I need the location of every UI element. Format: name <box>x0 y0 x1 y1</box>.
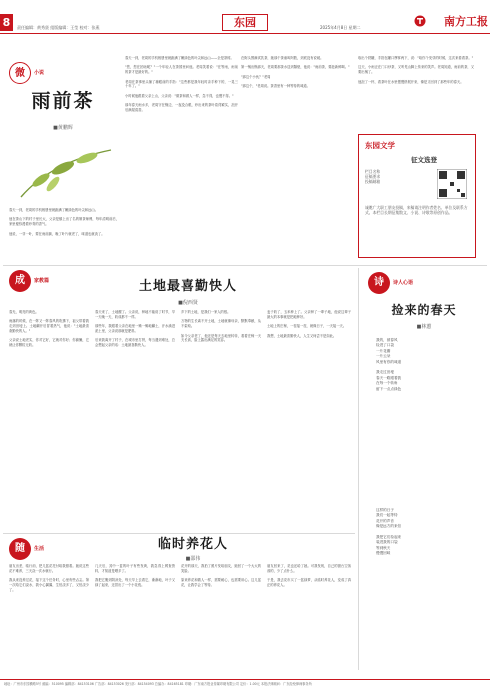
article-body-col3: 乡下的土地，是我们一家人的根。 万物的生长离不开土地，土地就像母亲，默默奉献，从不索取。 如今父亲老了，他还是每天去地里转转，看着庄稼一天天长高，脸上露出满足的笑容。 <box>181 310 261 343</box>
page-header <box>0 0 490 34</box>
column-divider <box>358 268 359 670</box>
article-body-col4: 麦子收了，玉米种上了。父亲种了一辈子地，他说这辈子最大的本事就是把地种好。 土地上的庄稼，一茬接一茬，就像日子，一天接一天。 我想，土地最喜勤快人，人生又何尝不是如此。 <box>267 310 351 338</box>
notice-item-list <box>365 169 425 184</box>
notice-item: 投稿邮箱 <box>365 179 381 184</box>
article-author: ■黄鹏辉 <box>53 125 73 131</box>
section-marker: 诗 <box>368 272 390 294</box>
section-label: 家教篇 <box>34 278 50 284</box>
section-title: 东园 <box>222 14 268 31</box>
article-picked-spring <box>362 268 487 668</box>
article-land-diligence <box>3 268 355 530</box>
article-body-col2: 几天后，其中一盆的叶子有些发黄，我急得上网查资料，才知道是晒多了。 我把它搬到阴凉处，每天早上去看它，渐渐地，叶子又绿了起来，还冒出了一个小花苞。 <box>95 564 175 587</box>
notice-item: 栏目名称 <box>365 169 381 174</box>
section-divider <box>3 533 355 534</box>
section-marker: 微 <box>9 62 31 84</box>
notice-item: 征稿要求 <box>365 174 381 179</box>
notice-title: 东园文学 <box>365 141 395 150</box>
section-marker: 随 <box>9 538 31 560</box>
section-label: 诗人心语 <box>393 280 414 286</box>
article-title: 临时养花人 <box>157 537 228 552</box>
editor-credits: 责任编辑：黄秀贤 组版编辑：王莹 校对：张燕 <box>17 25 100 30</box>
article-body-col3: 花开的那天，我拍了照片发给朋友，她回了一个大大的笑脸。 原来养花和做人一样，需要耐心，也需要用心。这几盆花，让我学会了等待。 <box>181 564 261 587</box>
article-body-col2: 春天一到，老周的手机相册里就跑满了嫩绿色的叶尖和远山——全是茶树。 "您，您在拍啥呢？"一个年轻人在茶园里问他。老周笑着说："在等雨，雨前的茶才是最好的。" 老周在茶事里头撞了撞眼前的手指："这些都是我年轻时亲手种下的，一晃三十年了。" 小时候他跟着父亲上山，父亲说："做茶和做人一样，急不得，也慢不得。" 那年春天雨水多，老周守在锅边，一夜没合眼，炒出来的茶叶卷得紧实，泡开后满屋清香。 <box>125 56 238 112</box>
page-number: 8 <box>0 14 13 31</box>
article-body-col4: 朋友回来了，花也还给了她。可我发现，自己的窗台空荡荡的，少了点什么。 于是，我去花市买了一盆绿萝，从临时养花人，变成了真正的养花人。 <box>267 564 351 587</box>
issue-date: 2025年4月8日 星期二 <box>320 25 361 30</box>
article-author: ■邵伟 <box>185 556 201 562</box>
article-title: 土地最喜勤快人 <box>138 279 237 294</box>
notice-subtitle: 征文选登 <box>411 156 437 164</box>
article-body-col4: 取出个铁罐，手指在罐口摩挲两下，说："给你个发芽的时候，这次来看看茶。" 这天，小雨正在门口炒茶，又听见山脚上传来的笑声。老周知道，雨前的茶，又要出锅了。 他泡了一杯，看茶叶在水里慢慢舒展开来，像是又回到了那些年的春天。 <box>358 56 474 84</box>
article-body-col1: 春天一到，老周的手机相册里就跑满了嫩绿色的叶尖和远山。 他在茶山下的村子里长大，父亲是镇上出了名的制茶师傅，每年清明前后，家里便弥漫着炒青的香气。 他说，一芽一叶，要在雨前摘，晚了叶片就老了，味道也就淡了。 <box>9 208 119 236</box>
article-body-col1: 春光，明亮的黄色。 雨落的时候，在一阵又一阵春风的吹拂下，祖父带着我走到田埂上。土地翻开后冒着热气，他说："土地最喜欢勤快的人。" 父亲说土地老实，你对它好，它就对你好；你偷懒，它就让你颗粒无收。 <box>9 310 89 347</box>
article-title: 捡来的春天 <box>391 303 457 317</box>
tea-leaf-illustration <box>11 142 123 202</box>
section-divider <box>3 265 487 266</box>
article-body-col1: 朋友出差，临行前，把几盆花托付给我照看。她说这些花不难养，三天浇一次水就行。 我从来没养过花，接下这个任务时，心里有些忐忑。第一次给它们浇水，我小心翼翼，生怕浇多了，又怕浇少了。 <box>9 564 89 592</box>
section-marker: 成 <box>9 270 31 292</box>
article-title: 雨前茶 <box>31 90 95 112</box>
qr-code-icon <box>437 169 467 199</box>
header-rule <box>0 33 490 34</box>
article-author: ■倪西贤 <box>178 300 198 306</box>
newspaper-brand: 南方工报 <box>444 15 488 28</box>
poem-stanza-2: 这样的日子 我们一起等待 花开的声音 像是远方的来信 我把它们捡起来 装进我的口袋 等到秋天 慢慢回味 <box>376 508 402 556</box>
article-rain-tea <box>3 38 487 262</box>
article-body-col2: 春天来了，土地醒了。父亲说，种地不能误了时节，早一天晚一天，收成都不一样。 那些年，我跟着父亲在地里一锄一锄地翻土，汗水滴进泥土里，父亲说那就是肥料。 后来我离开了村子，在城市里打拼，每当遇到难处，总会想起父亲的话：土地最喜勤快人。 <box>95 310 175 347</box>
section-label: 生活 <box>34 546 45 552</box>
section-label: 小说 <box>34 70 45 76</box>
article-body-col3: 在街头围满试饮茶，她那个茶童叫阿胜，到底没有说破。 第一锅出锅那天，老周要那茶水送到隔壁，他说："雨前茶，要趁新鲜喝。" "那这个小伙？"老周 "那这个，"老周说。茶香里有一种等待的味道。 <box>241 56 350 89</box>
call-for-submissions-box <box>358 134 476 258</box>
page-footer: 地址：广州市东园横路5号 邮编：510095 编辑部：84153106 广告部：84153026 发行部：84154093 总编办：84165181 印刷：广东南方报业传媒印刷有限公司 定价：1.00元 本报法律顾问：广东经纶律师事务所 <box>0 679 490 690</box>
article-author: ■林蕙 <box>416 324 432 330</box>
notice-text: 诚邀广大职工朋友投稿，来稿请注明作者姓名、单位及联系方式。本栏目长期征集散文、小说、诗歌等原创作品。 <box>365 205 468 215</box>
article-temporary-gardener <box>3 536 355 676</box>
poem-stanza-1: 我的，被春风 捡进了口袋 一片花瓣 一片云朵 风里有你的味道 我走过田埂 春天一路跟着我 在每一个转角 留下一点点绿色 <box>376 338 402 391</box>
